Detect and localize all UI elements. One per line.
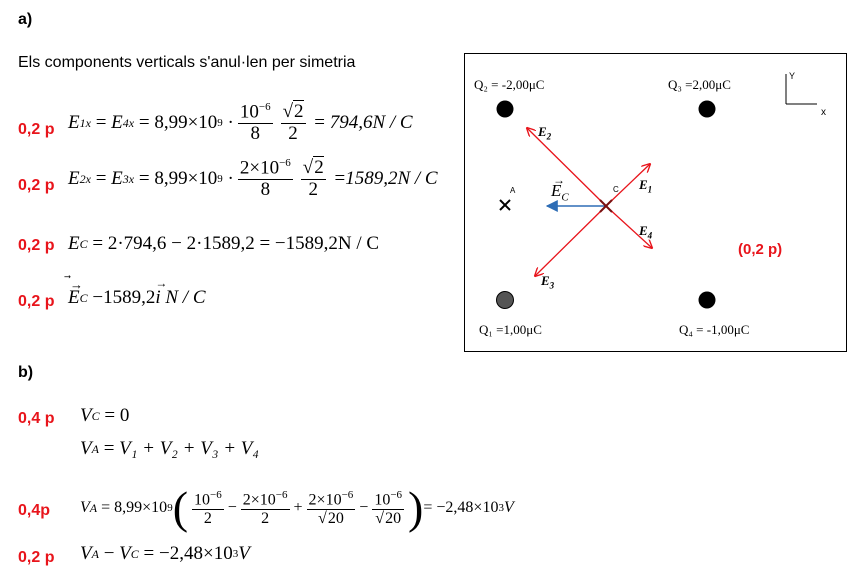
label-e2: $E_2$ [538,124,552,142]
points-b2: 0,4p [18,502,51,519]
label-q2: Q₂ = -2,00μC [474,77,545,92]
diagram-points: (0,2 p) [738,241,783,258]
label-e1: $E_1$ [639,177,653,195]
label-e4: $E_4$ [639,223,653,241]
section-b-label: b) [18,364,34,381]
charge-q1 [497,292,514,309]
equation-va-value: V A = 8,99×10 9 ( $\frac{10^{-6}}{2}$ − $\frac{2\times 10^{-6}}{2}$ + $\frac{2\times 10^{-6}}{√20}$ − $\frac{10^{-6}}{√20}$ ) = −2,48×10 3 V [80,482,514,533]
equation-e2x: E 2x = E 3x = 8,99×10 9 · $\frac{2\times 10^{-6}}{8}$ $\frac{√2}{2}$ = 1589,2N / C [68,156,438,201]
diagram-svg [465,54,846,351]
intro-text: Els components verticals s'anul·len per simetria [18,54,356,71]
axis-y-label: Y [789,71,796,81]
label-q3: Q₃ =2,00μC [668,77,731,92]
points-a1: 0,2 p [18,121,55,138]
equation-e1x: E 1x = E 4x = 8,99×10 9 · $\frac{10^{-6}}{8}$ $\frac{√2}{2}$ = 794,6N / C [68,100,413,145]
charge-q3 [699,101,716,118]
axis-x-label: x [821,107,826,118]
label-q4: Q₄ = -1,00μC [679,322,750,337]
label-ec: → $E_C$ [551,173,569,204]
equation-va-sum: V A = V₁ + V₂ + V₃ + V₄ [80,438,259,459]
vector-e3 [535,206,606,276]
equation-vc: V C = 0 [80,405,130,426]
points-a4: 0,2 p [18,293,55,310]
points-b3: 0,2 p [18,549,55,566]
point-a-mark [500,200,510,210]
charge-q2 [497,101,514,118]
point-a-label: A [510,186,516,195]
point-c-label: C [613,185,619,194]
section-a-label: a) [18,11,33,28]
equation-ec: E C = 2·794,6 − 2·1589,2 = −1589,2N / C [68,233,380,254]
points-a3: 0,2 p [18,237,55,254]
label-q1: Q₁ =1,00μC [479,322,542,337]
label-e3: $E_3$ [541,273,555,291]
charges-diagram [464,53,847,352]
equation-va-minus-vc: V A − V C = −2,48×10 3 V [80,543,250,564]
charge-q4 [699,292,716,309]
points-b1: 0,4 p [18,410,55,427]
points-a2: 0,2 p [18,177,55,194]
equation-ec-vector: → E C −1589,2 → i N / C [68,276,206,308]
